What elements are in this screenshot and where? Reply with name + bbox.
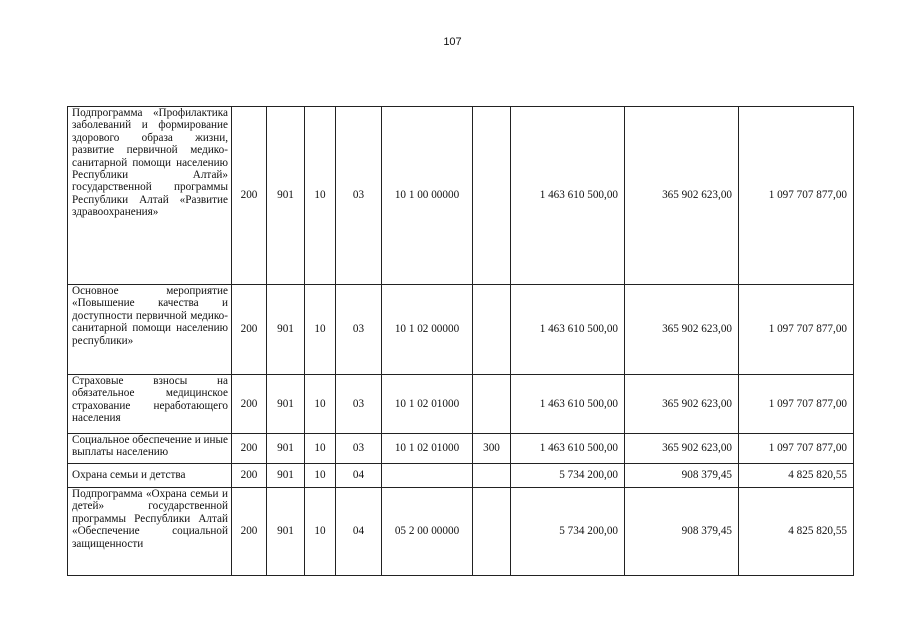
row-section: 10 [305, 488, 336, 576]
row-amount-plan: 1 463 610 500,00 [511, 375, 625, 434]
row-expense-type [473, 285, 511, 375]
row-amount-plan: 1 463 610 500,00 [511, 434, 625, 464]
row-target-code: 10 1 00 00000 [382, 107, 473, 285]
row-amount-exec: 908 379,45 [625, 464, 739, 488]
row-description: Охрана семьи и детства [68, 464, 232, 488]
row-subsection: 03 [336, 434, 382, 464]
row-target-code: 10 1 02 01000 [382, 434, 473, 464]
row-amount-plan: 1 463 610 500,00 [511, 285, 625, 375]
row-description: Страховые взносы на обязательное медицинское страхование неработающего населения [68, 375, 232, 434]
row-amount-rest: 4 825 820,55 [739, 488, 854, 576]
row-code-1: 200 [232, 285, 267, 375]
row-amount-exec: 365 902 623,00 [625, 375, 739, 434]
row-code-2: 901 [267, 107, 305, 285]
row-amount-exec: 365 902 623,00 [625, 107, 739, 285]
row-code-1: 200 [232, 375, 267, 434]
row-section: 10 [305, 464, 336, 488]
table-row [68, 107, 854, 285]
budget-table [67, 106, 854, 576]
table-row [68, 285, 854, 375]
table-row [68, 434, 854, 464]
table-row [68, 464, 854, 488]
row-code-1: 200 [232, 464, 267, 488]
row-expense-type [473, 488, 511, 576]
row-subsection: 04 [336, 464, 382, 488]
row-expense-type [473, 464, 511, 488]
row-section: 10 [305, 375, 336, 434]
row-code-2: 901 [267, 285, 305, 375]
row-code-2: 901 [267, 375, 305, 434]
row-expense-type [473, 107, 511, 285]
row-amount-plan: 1 463 610 500,00 [511, 107, 625, 285]
row-target-code: 10 1 02 00000 [382, 285, 473, 375]
row-target-code [382, 464, 473, 488]
row-amount-plan: 5 734 200,00 [511, 464, 625, 488]
row-code-1: 200 [232, 107, 267, 285]
row-code-2: 901 [267, 464, 305, 488]
row-amount-exec: 908 379,45 [625, 488, 739, 576]
row-subsection: 03 [336, 107, 382, 285]
row-amount-exec: 365 902 623,00 [625, 285, 739, 375]
row-code-1: 200 [232, 434, 267, 464]
row-amount-rest: 1 097 707 877,00 [739, 434, 854, 464]
row-target-code: 10 1 02 01000 [382, 375, 473, 434]
row-amount-rest: 1 097 707 877,00 [739, 375, 854, 434]
row-subsection: 03 [336, 285, 382, 375]
row-code-2: 901 [267, 488, 305, 576]
row-code-1: 200 [232, 488, 267, 576]
row-expense-type [473, 375, 511, 434]
row-expense-type: 300 [473, 434, 511, 464]
row-section: 10 [305, 434, 336, 464]
row-description: Подпрограмма «Профилактика заболеваний и формирование здорового образа жизни, развитие первичной медико-санитарной помощи населению Республики Алтай» государственной программы Республики Алтай «Развитие здравоохранения» [68, 107, 232, 285]
row-section: 10 [305, 285, 336, 375]
row-subsection: 04 [336, 488, 382, 576]
row-description: Основное мероприятие «Повышение качества и доступности первичной медико-санитарной помощи населению республики» [68, 285, 232, 375]
row-section: 10 [305, 107, 336, 285]
page-number: 107 [443, 36, 462, 48]
row-subsection: 03 [336, 375, 382, 434]
row-code-2: 901 [267, 434, 305, 464]
row-description: Подпрограмма «Охрана семьи и детей» государственной программы Республики Алтай «Обеспечение социальной защищенности [68, 488, 232, 576]
row-amount-rest: 4 825 820,55 [739, 464, 854, 488]
row-amount-rest: 1 097 707 877,00 [739, 107, 854, 285]
row-amount-exec: 365 902 623,00 [625, 434, 739, 464]
row-amount-rest: 1 097 707 877,00 [739, 285, 854, 375]
row-description: Социальное обеспечение и иные выплаты населению [68, 434, 232, 464]
row-target-code: 05 2 00 00000 [382, 488, 473, 576]
table-row [68, 488, 854, 576]
row-amount-plan: 5 734 200,00 [511, 488, 625, 576]
table-row [68, 375, 854, 434]
